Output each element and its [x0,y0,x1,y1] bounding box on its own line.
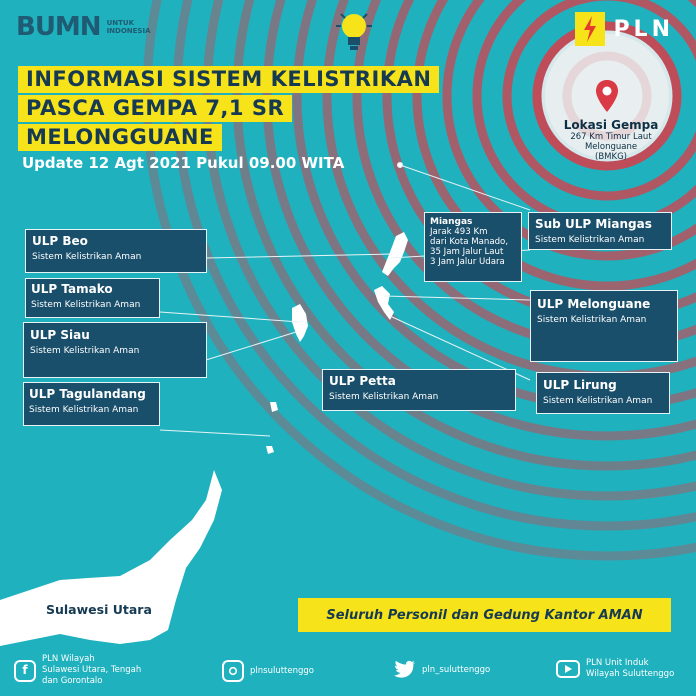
epicenter-detail-3: (BMKG) [595,152,627,162]
facebook-line-1: PLN Wilayah [42,654,95,664]
unit-name: ULP Beo [32,234,88,248]
instagram-handle: plnsuluttenggo [250,665,314,676]
footer-facebook[interactable] [14,654,141,687]
update-timestamp: Update 12 Agt 2021 Pukul 09.00 WITA [22,154,345,172]
unit-status: Sistem Kelistrikan Aman [543,396,653,406]
unit-box-lirung [536,372,670,414]
bumn-logo-text: BUMN [16,12,101,42]
unit-name: ULP Siau [30,328,90,342]
map-label: Sulawesi Utara [46,602,152,617]
miangas-line-3: 35 Jam Jalur Laut [430,247,504,257]
unit-name: ULP Lirung [543,378,617,392]
unit-box-petta [322,369,516,411]
unit-status: Sistem Kelistrikan Aman [30,346,140,356]
epicenter-detail-1: 267 Km Timur Laut [570,132,652,142]
youtube-icon [556,660,580,678]
unit-name: ULP Melonguane [537,297,651,311]
unit-status: Sistem Kelistrikan Aman [32,252,142,262]
twitter-handle: pln_suluttenggo [422,664,491,675]
facebook-line-2: Sulawesi Utara, Tengah [42,665,142,675]
bumn-logo [16,12,151,42]
twitter-icon [394,660,416,680]
facebook-line-3: dan Gorontalo [42,676,103,686]
title-line-3: MELONGGUANE [18,124,222,151]
miangas-info-box [424,212,522,282]
youtube-line-1: PLN Unit Induk [586,658,649,668]
unit-status: Sistem Kelistrikan Aman [329,392,439,402]
unit-status: Sistem Kelistrikan Aman [29,405,139,415]
unit-status: Sistem Kelistrikan Aman [535,235,645,245]
unit-name: ULP Tamako [31,282,113,296]
miangas-line-4: 3 Jam Jalur Udara [430,257,505,267]
bumn-tagline-2: INDONESIA [106,27,151,35]
unit-status: Sistem Kelistrikan Aman [31,300,141,310]
miangas-line-2: dari Kota Manado, [430,237,509,247]
safety-banner: Seluruh Personil dan Gedung Kantor AMAN [298,598,671,632]
unit-box-tamako [25,278,160,318]
footer-twitter[interactable] [394,660,490,680]
unit-box-tagulandang [23,382,160,426]
unit-box-beo [25,229,207,273]
unit-box-siau [23,322,207,378]
miangas-line-1: Jarak 493 Km [430,227,488,237]
location-pin-icon [596,80,618,112]
miangas-title: Miangas [430,217,473,227]
lightning-icon [575,12,605,46]
unit-box-miangas [528,212,672,250]
unit-name: ULP Tagulandang [29,387,146,401]
epicenter-title: Lokasi Gempa [563,118,659,132]
title-line-1: INFORMASI SISTEM KELISTRIKAN [18,66,439,93]
footer-youtube[interactable] [556,658,674,680]
youtube-line-2: Wilayah Suluttenggo [586,669,675,679]
footer [0,648,696,696]
epicenter-detail-2: Melonguane [584,142,638,152]
instagram-icon [222,660,244,682]
title-line-2: PASCA GEMPA 7,1 SR [18,95,292,122]
unit-box-melonguane [530,290,678,362]
footer-instagram[interactable] [222,660,314,682]
lightbulb-icon [333,8,375,56]
epicenter-label [556,118,666,162]
facebook-icon: f [14,660,36,682]
bumn-tagline-1: UNTUK [106,19,134,27]
unit-status: Sistem Kelistrikan Aman [537,315,647,325]
unit-name: Sub ULP Miangas [535,217,652,231]
pln-logo [575,12,674,46]
pln-logo-text: PLN [613,16,674,42]
unit-name: ULP Petta [329,374,396,388]
